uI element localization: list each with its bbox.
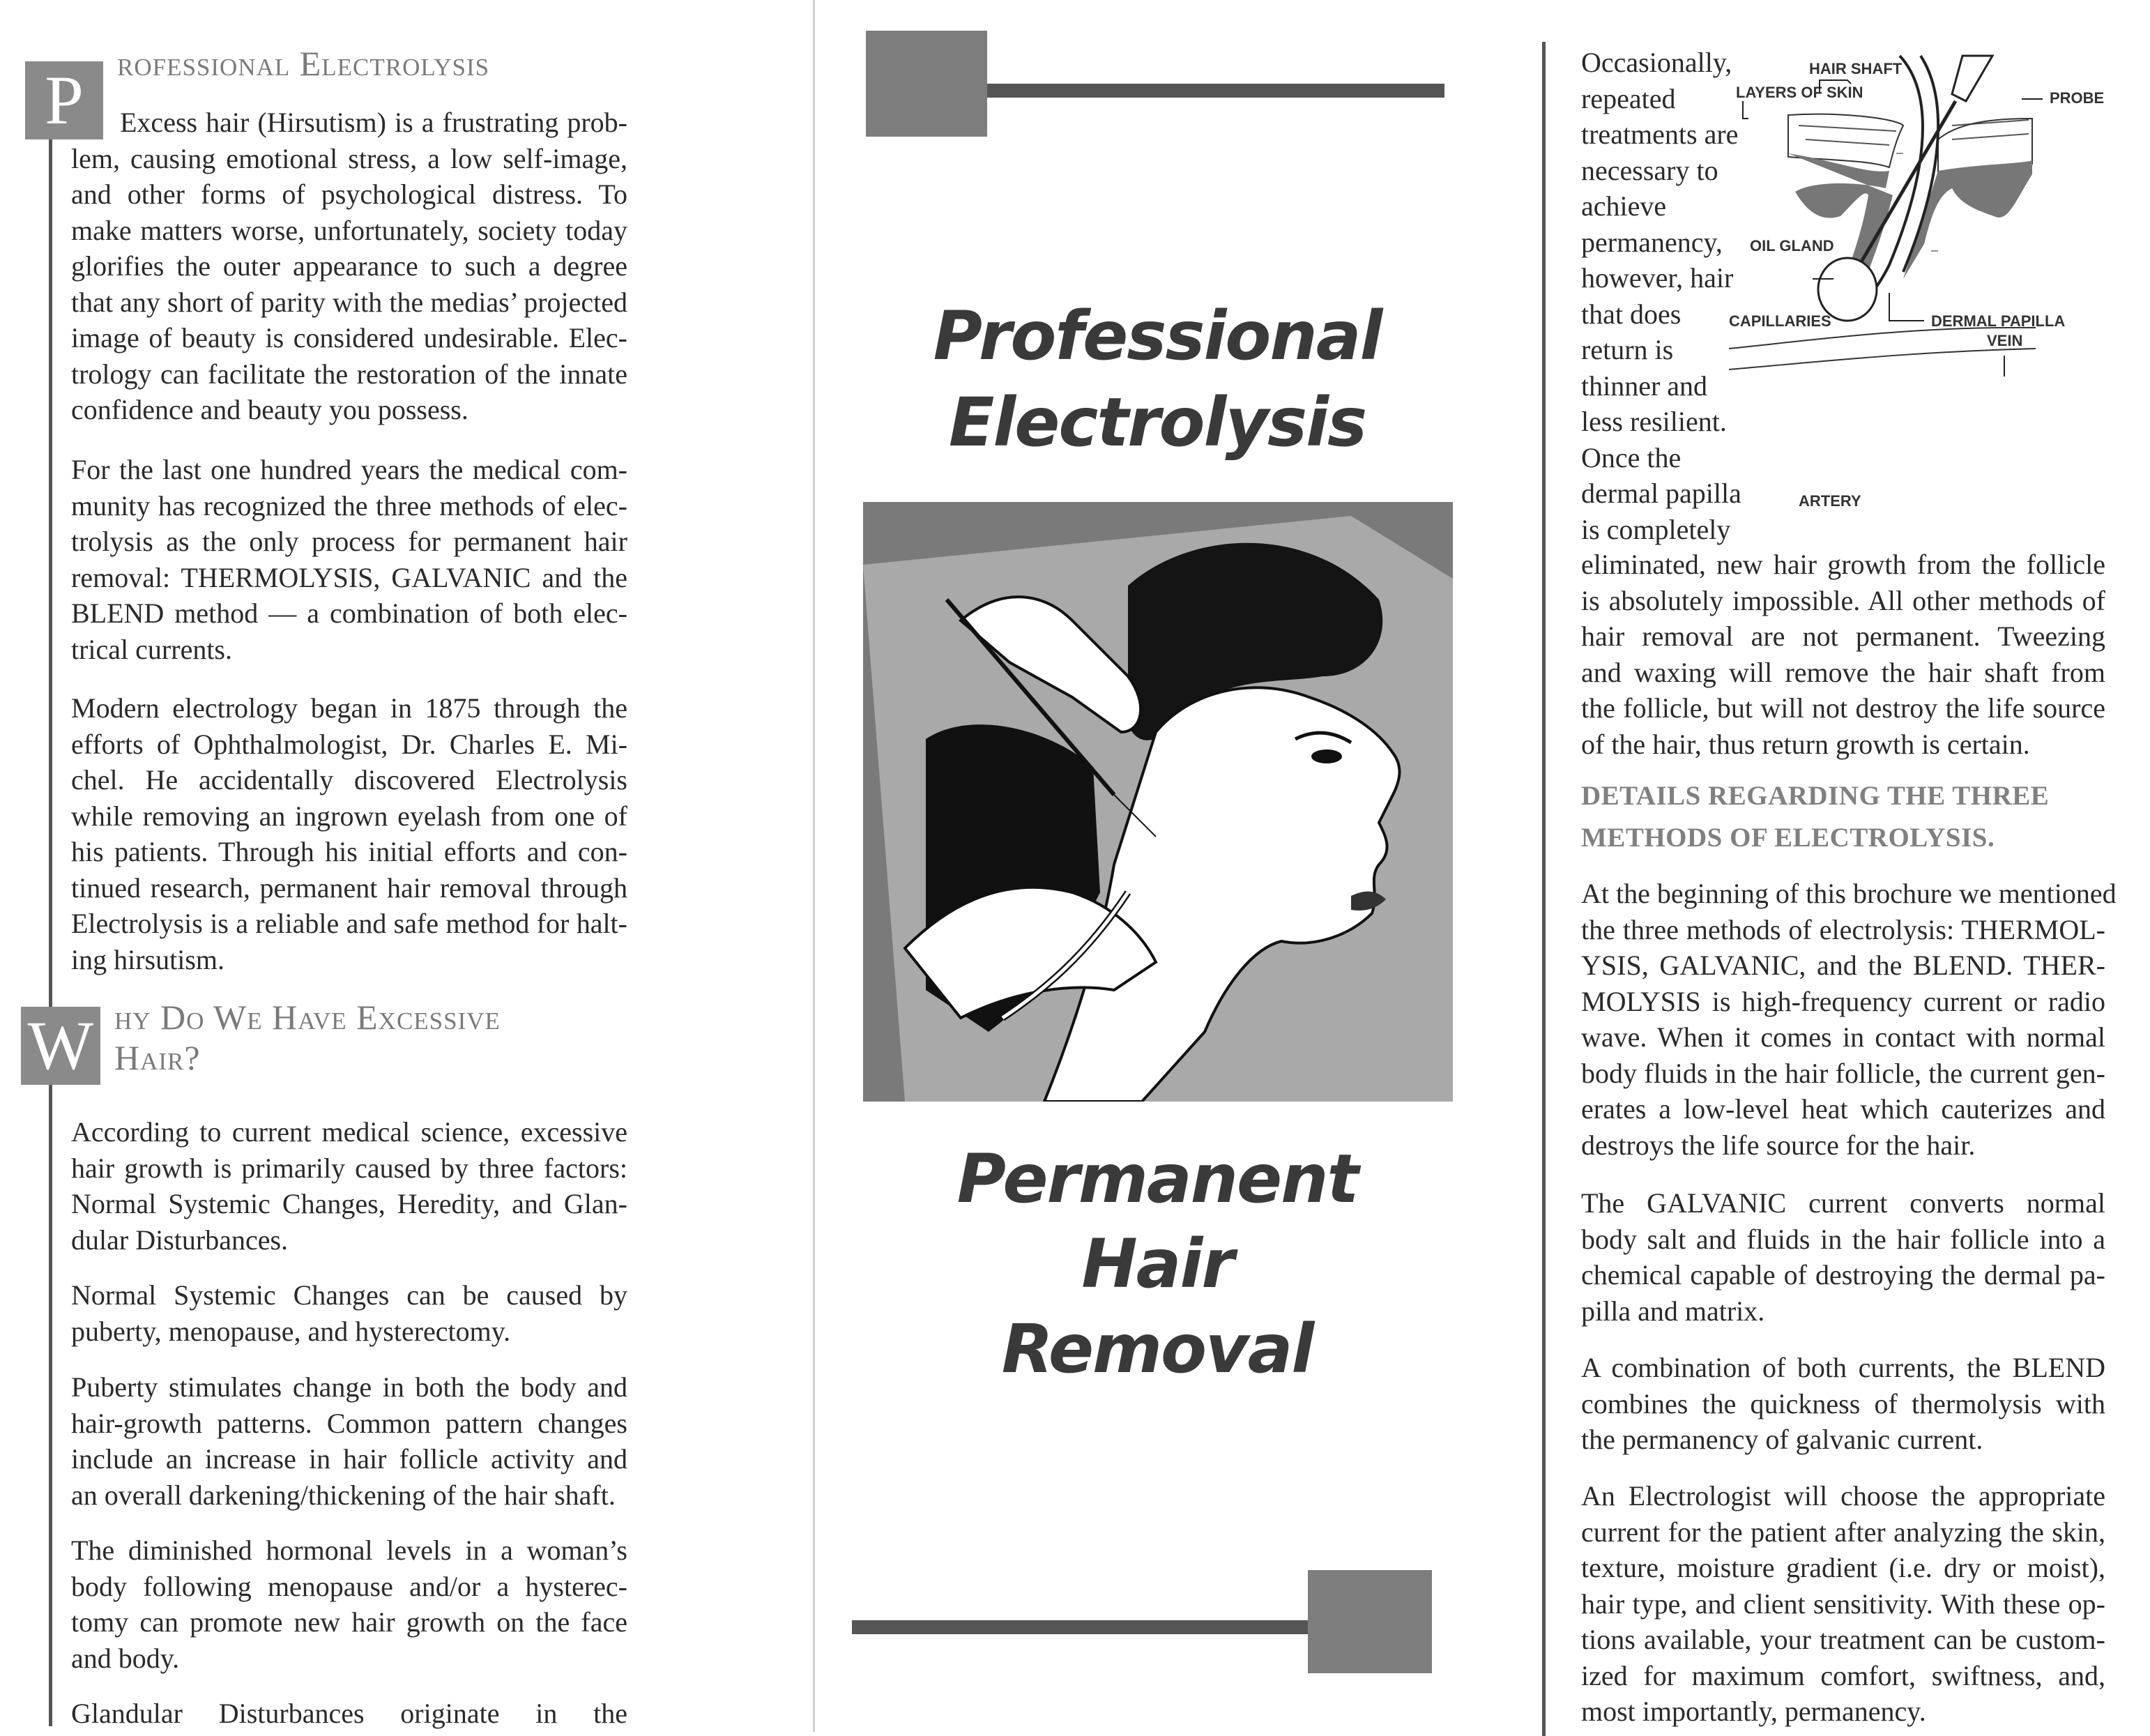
text-line: tions available, your treatment can be custom-	[1581, 1624, 2105, 1655]
text-line: Normal Systemic Changes can be caused by	[71, 1279, 627, 1311]
dropcap-p: P	[25, 61, 103, 139]
text-line: achieve	[1581, 190, 1667, 222]
text-line: munity has recognized the three methods of elec-	[71, 489, 627, 521]
heading-line: Hair?	[114, 1038, 201, 1077]
text-line: destroys the life source for the hair.	[1581, 1129, 1976, 1161]
paragraph-menopause	[71, 1532, 627, 1676]
text-line: make matters worse, unfortunately, society today	[71, 214, 627, 246]
text-line: wave. When it comes in contact with normal	[1581, 1021, 2105, 1053]
subtitle-line: Removal	[1001, 1310, 1313, 1388]
text-line: Excess hair (Hirsutism) is a frustrating prob-	[120, 107, 627, 138]
text-line: dular Disturbances.	[71, 1224, 289, 1256]
paragraph-intro	[71, 105, 627, 428]
label-dermal-papilla: DERMAL PAPILLA	[1931, 312, 2066, 330]
text-line: combines the quickness of thermolysis with	[1581, 1387, 2105, 1419]
label-vein: VEIN	[1987, 332, 2023, 349]
right-rule	[1542, 42, 1546, 1736]
text-line: At the beginning of this brochure we mentioned	[1581, 878, 2117, 909]
text-line: repeated	[1581, 82, 1676, 114]
left-rule	[49, 139, 52, 1007]
text-line: and waxing will remove the hair shaft from	[1581, 656, 2105, 688]
text-line: hair growth is primarily caused by three factors:	[71, 1152, 627, 1184]
cover-top-rule	[987, 84, 1444, 98]
paragraph-modern	[71, 690, 627, 977]
text-line: The diminished hormonal levels in a woman’s	[71, 1535, 627, 1566]
heading-line: METHODS OF ELECTROLYSIS.	[1581, 823, 1995, 853]
paragraph-permanency-continued	[1581, 547, 2105, 762]
paragraph-blend	[1581, 1350, 2105, 1458]
text-line: chemical capable of destroying the dermal pa-	[1581, 1259, 2105, 1290]
text-line: permanency,	[1581, 226, 1723, 258]
cover-title	[809, 293, 1506, 466]
left-rule-2	[49, 1085, 52, 1726]
heading-line: hy Do We Have Excessive	[114, 998, 501, 1037]
text-line: efforts of Ophthalmologist, Dr. Charles E. Mi-	[71, 728, 627, 760]
text-line: BLEND method — a combination of both elec-	[71, 597, 627, 629]
text-line: less resilient.	[1581, 406, 1727, 437]
text-line: body following menopause and/or a hysterec-	[71, 1570, 627, 1602]
subtitle-line: Permanent	[956, 1140, 1358, 1218]
text-line: dermal papilla	[1581, 478, 1741, 509]
text-line: current for the patient after analyzing the skin,	[1581, 1516, 2105, 1548]
heading-line: DETAILS REGARDING THE THREE	[1581, 781, 2050, 811]
cover-top-square	[866, 31, 987, 137]
label-probe: PROBE	[2050, 89, 2105, 107]
text-line: Glandular Disturbances originate in the	[71, 1698, 627, 1729]
text-line: trical currents.	[71, 633, 232, 665]
text-line: the follicle, but will not destroy the life source	[1581, 692, 2105, 724]
text-line: ized for maximum comfort, swiftness, and,	[1581, 1659, 2105, 1691]
text-line: trology can facilitate the restoration of the innate	[71, 358, 627, 390]
text-line: YSIS, GALVANIC, and the BLEND. THER-	[1581, 950, 2105, 981]
paragraph-electrologist	[1581, 1478, 2105, 1730]
text-line: is completely	[1581, 513, 1731, 545]
label-hair-shaft: HAIR SHAFT	[1809, 60, 1903, 77]
section-heading-professional-electrolysis: rofessional Electrolysis	[117, 44, 490, 83]
text-line: texture, moisture gradient (i.e. dry or moist),	[1581, 1552, 2105, 1583]
text-line: hair removal are not permanent. Tweezing	[1581, 620, 2105, 652]
paragraph-systemic	[71, 1277, 627, 1349]
text-line: of the hair, thus return growth is certain.	[1581, 728, 2030, 760]
label-capillaries: CAPILLARIES	[1729, 312, 1831, 330]
text-line: Electrolysis is a reliable and safe method for halt-	[71, 908, 627, 939]
cover-bottom-rule	[852, 1620, 1308, 1634]
text-line: tinued research, permanent hair removal through	[71, 871, 627, 904]
fold-line-left	[813, 0, 815, 1732]
cover-bottom-square	[1308, 1570, 1432, 1673]
cover-subtitle	[809, 1136, 1506, 1392]
text-line: Occasionally,	[1581, 47, 1732, 78]
text-line: confidence and beauty you possess.	[71, 394, 468, 425]
text-line: trolysis as the only process for permanent hair	[71, 526, 627, 557]
text-line: however, hair	[1581, 262, 1734, 294]
dropcap-w: W	[21, 1007, 100, 1085]
label-layers-of-skin: LAYERS OF SKIN	[1736, 84, 1863, 101]
paragraph-history	[71, 452, 627, 667]
text-line: glorifies the outer appearance to such a degree	[71, 250, 627, 282]
text-line: his patients. Through his initial efforts and con-	[71, 836, 627, 867]
text-line: include an increase in hair follicle activity and	[71, 1443, 627, 1475]
text-line: removal: THERMOLYSIS, GALVANIC and the	[71, 561, 627, 593]
text-line: For the last one hundred years the medical com-	[71, 454, 627, 485]
text-line: hair-growth patterns. Common pattern changes	[71, 1407, 627, 1439]
paragraph-puberty	[71, 1369, 627, 1513]
text-line: According to current medical science, excessive	[71, 1116, 627, 1148]
text-line: and body.	[71, 1642, 180, 1674]
text-line: necessary to	[1581, 154, 1718, 186]
text-line: puberty, menopause, and hysterectomy.	[71, 1315, 511, 1347]
text-line: while removing an ingrown eyelash from one of	[71, 800, 627, 832]
title-line: Electrolysis	[948, 383, 1366, 462]
text-line: the permanency of galvanic current.	[1581, 1424, 1983, 1455]
text-line: thinner and	[1581, 370, 1708, 402]
text-line: eliminated, new hair growth from the follicle	[1581, 549, 2105, 580]
paragraph-glandular	[71, 1696, 627, 1732]
text-line: Puberty stimulates change in both the body and	[71, 1371, 627, 1403]
text-line: The GALVANIC current converts normal	[1581, 1187, 2105, 1219]
title-line: Professional	[933, 297, 1382, 375]
paragraph-permanency-narrow	[1581, 45, 1748, 547]
text-line: A combination of both currents, the BLEND	[1581, 1352, 2105, 1383]
label-artery: ARTERY	[1799, 492, 1861, 510]
paragraph-galvanic	[1581, 1185, 2105, 1329]
text-line: Modern electrology began in 1875 through the	[71, 692, 627, 724]
text-line: is absolutely impossible. All other methods of	[1581, 584, 2105, 616]
text-line: pilla and matrix.	[1581, 1295, 1765, 1327]
text-line: image of beauty is considered undesirable. Elec-	[71, 322, 627, 353]
text-line: An Electrologist will choose the appropriate	[1581, 1480, 2105, 1512]
cover-illustration	[863, 502, 1453, 1102]
label-oil-gland: OIL GLAND	[1750, 237, 1834, 254]
text-line: chel. He accidentally discovered Electrolysis	[71, 764, 627, 795]
text-line: lem, causing emotional stress, a low self-image,	[71, 142, 627, 174]
section-heading-details	[1581, 775, 2049, 859]
text-line: and other forms of psychological distress. To	[71, 178, 627, 210]
text-line: most importantly, permanency.	[1581, 1696, 1926, 1727]
text-line: ing hirsutism.	[71, 943, 225, 975]
text-line: MOLYSIS is high-frequency current or radio	[1581, 985, 2105, 1017]
hair-follicle-diagram	[1729, 42, 2147, 530]
text-line: return is	[1581, 334, 1674, 365]
text-line: an overall darkening/thickening of the hair shaft.	[71, 1479, 616, 1511]
text-line: body salt and fluids in the hair follicle into a	[1581, 1223, 2105, 1255]
text-line: that does	[1581, 298, 1682, 330]
text-line: treatments are	[1581, 119, 1739, 150]
text-line: that any short of parity with the medias’ projected	[71, 286, 627, 318]
text-line: hair type, and client sensitivity. With these op-	[1581, 1587, 2105, 1620]
text-line: Once the	[1581, 441, 1682, 473]
text-line: erates a low-level heat which cauterizes and	[1581, 1093, 2105, 1125]
text-line: Normal Systemic Changes, Heredity, and Glan-	[71, 1188, 627, 1219]
text-line: tomy can promote new hair growth on the face	[71, 1606, 627, 1638]
paragraph-methods	[1581, 876, 2117, 1163]
subtitle-line: Hair	[1081, 1225, 1233, 1303]
text-line: the three methods of electrolysis: THERMOL-	[1581, 913, 2105, 945]
text-line: body fluids in the hair follicle, the current gen-	[1581, 1057, 2105, 1089]
paragraph-causes	[71, 1114, 627, 1258]
section-heading-excessive-hair	[114, 997, 501, 1078]
